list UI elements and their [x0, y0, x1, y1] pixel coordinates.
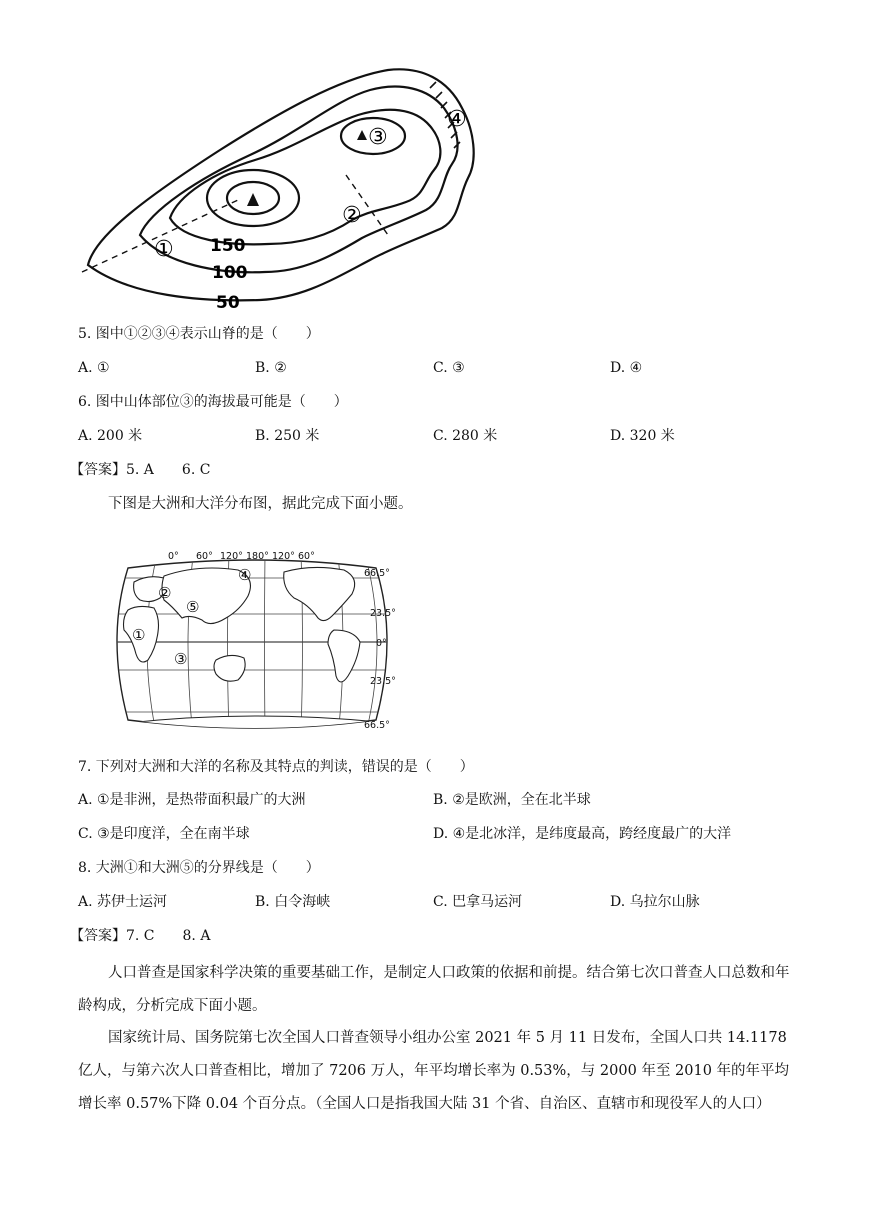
contour-map	[70, 60, 490, 320]
q7-option-c: C. ③是印度洋，全在南半球	[78, 826, 250, 842]
contour-line-100	[140, 87, 458, 273]
map-mark-4: ④	[238, 566, 252, 584]
q8-option-b: B. 白令海峡	[255, 894, 331, 910]
mark-2: ②	[342, 203, 362, 228]
census-intro-text: 人口普查是国家科学决策的重要基础工作，是制定人口政策的依据和前提。结合第七次口普查人口总数和年龄构成，分析完成下面小题。	[78, 965, 790, 1014]
answer-5-6: 【答案】5. A 6. C	[70, 462, 211, 478]
q8-stem: 8. 大洲①和大洲⑤的分界线是（ ）	[78, 860, 320, 876]
q6-option-c: C. 280 米	[433, 428, 498, 444]
q7-option-d: D. ④是北冰洋，是纬度最高，跨经度最广的大洋	[433, 826, 732, 842]
census-text-paragraph	[78, 1022, 790, 1121]
q6-stem: 6. 图中山体部位③的海拔最可能是（ ）	[78, 394, 348, 410]
map-mark-5: ⑤	[186, 598, 200, 616]
lat-label-0: 0°	[376, 638, 387, 649]
mark-4: ④	[447, 107, 467, 132]
q5-option-a: A. ①	[78, 360, 110, 376]
summit-triangle-icon	[247, 193, 259, 206]
contour-line-150	[170, 110, 440, 245]
mark-1: ①	[154, 237, 174, 262]
q8-option-d: D. 乌拉尔山脉	[610, 894, 700, 910]
contour-line-50	[88, 69, 474, 300]
q6-option-b: B. 250 米	[255, 428, 320, 444]
lat-label-66-5s: 66.5°	[364, 720, 390, 731]
lon-label-120w: 120°	[272, 551, 295, 562]
q5-option-d: D. ④	[610, 360, 643, 376]
q7-stem: 7. 下列对大洲和大洋的名称及其特点的判读，错误的是（ ）	[78, 759, 474, 775]
lat-label-23-5n: 23.5°	[370, 608, 396, 619]
map-mark-2: ②	[158, 584, 172, 602]
world-map-intro: 下图是大洲和大洋分布图，据此完成下面小题。	[108, 496, 413, 512]
continent-australia	[214, 655, 245, 681]
census-intro-paragraph	[78, 957, 790, 1023]
lon-label-60e: 60°	[196, 551, 213, 562]
q5-option-c: C. ③	[433, 360, 465, 376]
world-map	[98, 548, 416, 738]
q8-option-a: A. 苏伊士运河	[78, 894, 168, 910]
q7-option-b: B. ②是欧洲，全在北半球	[433, 792, 591, 808]
contour-label-50: 50	[216, 293, 240, 313]
q6-option-d: D. 320 米	[610, 428, 675, 444]
peak3-triangle-icon	[357, 130, 367, 140]
contour-label-150: 150	[210, 236, 246, 256]
q6-option-a: A. 200 米	[78, 428, 143, 444]
q5-option-b: B. ②	[255, 360, 287, 376]
lon-label-180: 180°	[246, 551, 269, 562]
lon-label-120e: 120°	[220, 551, 243, 562]
mark-3: ③	[368, 125, 388, 150]
contour-label-100: 100	[212, 263, 248, 283]
lon-label-60w: 60°	[298, 551, 315, 562]
lon-label-0: 0°	[168, 551, 179, 562]
map-mark-1: ①	[132, 626, 146, 644]
map-mark-3: ③	[174, 650, 188, 668]
lat-label-66-5n: 66.5°	[364, 568, 390, 579]
q8-option-c: C. 巴拿马运河	[433, 894, 523, 910]
answer-7-8: 【答案】7. C 8. A	[70, 928, 211, 944]
q7-option-a: A. ①是非洲，是热带面积最广的大洲	[78, 792, 306, 808]
lat-label-23-5s: 23.5°	[370, 676, 396, 687]
census-body-text: 国家统计局、国务院第七次全国人口普查领导小组办公室 2021 年 5 月 11 日发布，全国人口共 14.1178 亿人，与第六次人口普查相比，增加了 7206 万人，年平均增长率为 0.53%，与 2000 年至 2010 年的年平均增长率 0.57%下降 0.04 个百分点。（全国人口是指我国大陆 31 个省、自治区、直辖市和现役军人的人口）	[78, 1030, 790, 1112]
q5-stem: 5. 图中①②③④表示山脊的是（ ）	[78, 326, 320, 342]
